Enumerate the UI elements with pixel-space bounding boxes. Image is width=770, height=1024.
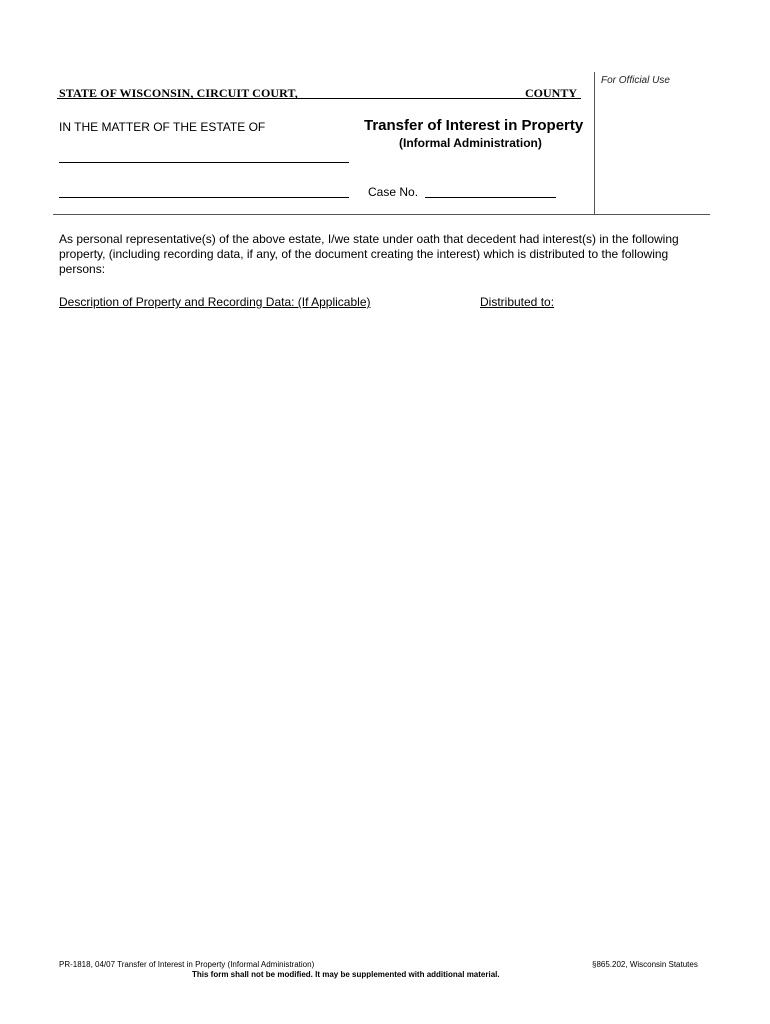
case-number-field[interactable] — [425, 197, 556, 198]
official-use-divider — [594, 72, 595, 214]
caption-bottom-rule — [53, 214, 710, 215]
statute-reference: §865.202, Wisconsin Statutes — [592, 960, 698, 969]
form-identifier: PR-1818, 04/07 Transfer of Interest in Property (Informal Administration) — [59, 960, 315, 969]
distributed-to-heading: Distributed to: — [480, 295, 555, 309]
county-label: COUNTY — [525, 86, 578, 100]
document-subtitle: (Informal Administration) — [399, 136, 542, 150]
estate-matter-label: IN THE MATTER OF THE ESTATE OF — [59, 120, 266, 134]
oath-statement: As personal representative(s) of the above estate, I/we state under oath that decedent had interest(s) in the following property, (including recording data, if any, of the document creating the interest) which is distributed to the following persons: — [59, 232, 679, 276]
case-number-label: Case No. — [368, 185, 419, 199]
modification-notice: This form shall not be modified. It may be supplemented with additional material. — [192, 970, 500, 979]
court-heading-underline — [57, 98, 581, 99]
court-heading: STATE OF WISCONSIN, CIRCUIT COURT, — [59, 86, 298, 100]
document-title: Transfer of Interest in Property — [364, 117, 584, 134]
decedent-name-line-1[interactable] — [59, 162, 349, 163]
official-use-label: For Official Use — [601, 75, 670, 86]
decedent-name-line-2[interactable] — [59, 197, 349, 198]
property-description-heading: Description of Property and Recording Data: (If Applicable) — [59, 295, 371, 309]
